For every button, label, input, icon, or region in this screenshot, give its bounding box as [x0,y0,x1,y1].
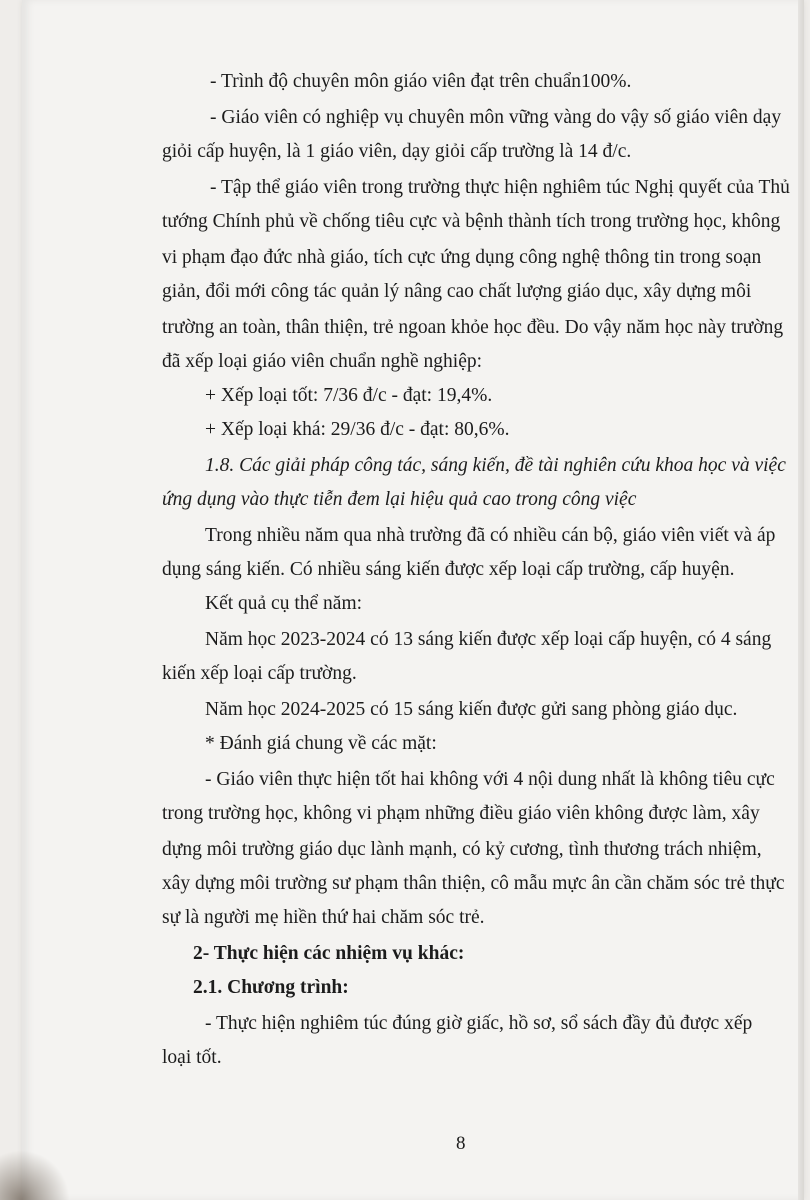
section-heading-1-8: 1.8. Các giải pháp công tác, sáng kiến, đề tài nghiên cứu khoa học và việc [205,455,786,476]
text-line: tướng Chính phủ về chống tiêu cực và bệnh thành tích trong trường học, không [162,211,781,232]
page-edge [798,0,804,1200]
text-line: Trong nhiều năm qua nhà trường đã có nhiều cán bộ, giáo viên viết và áp [205,525,776,546]
text-line: dụng sáng kiến. Có nhiều sáng kiến được xếp loại cấp trường, cấp huyện. [162,559,735,580]
text-line: dựng môi trường giáo dục lành mạnh, có kỷ cương, tình thương trách nhiệm, [162,839,762,860]
text-line: trong trường học, không vi phạm những điều giáo viên không được làm, xây [162,803,760,824]
text-line: - Tập thể giáo viên trong trường thực hiện nghiêm túc Nghị quyết của Thủ [210,177,790,198]
text-line: Năm học 2024-2025 có 15 sáng kiến được gửi sang phòng giáo dục. [205,699,738,720]
page-number: 8 [456,1133,466,1154]
section-heading-2-1: 2.1. Chương trình: [193,977,349,998]
section-heading-1-8-cont: ứng dụng vào thực tiễn đem lại hiệu quả cao trong công việc [162,489,637,510]
section-heading-2: 2- Thực hiện các nhiệm vụ khác: [193,943,465,964]
text-line: - Thực hiện nghiêm túc đúng giờ giấc, hồ sơ, sổ sách đầy đủ được xếp [205,1013,753,1034]
text-line: kiến xếp loại cấp trường. [162,663,357,684]
text-line: loại tốt. [162,1047,222,1068]
text-line: sự là người mẹ hiền thứ hai chăm sóc trẻ. [162,907,485,928]
text-line: trường an toàn, thân thiện, trẻ ngoan khỏe học đều. Do vậy năm học này trường [162,317,784,338]
text-line: xây dựng môi trường sư phạm thân thiện, cô mẫu mực ân cần chăm sóc trẻ thực [162,873,785,894]
text-line: Năm học 2023-2024 có 13 sáng kiến được xếp loại cấp huyện, có 4 sáng [205,629,772,650]
text-line: giản, đổi mới công tác quản lý nâng cao chất lượng giáo dục, xây dựng môi [162,281,752,302]
text-line: * Đánh giá chung về các mặt: [205,733,437,754]
text-line: Kết quả cụ thể năm: [205,593,363,614]
text-line: đã xếp loại giáo viên chuẩn nghề nghiệp: [162,351,483,372]
text-line: - Giáo viên có nghiệp vụ chuyên môn vững vàng do vậy số giáo viên dạy [210,107,782,128]
text-line: + Xếp loại tốt: 7/36 đ/c - đạt: 19,4%. [205,385,493,406]
text-line: vi phạm đạo đức nhà giáo, tích cực ứng dụng công nghệ thông tin trong soạn [162,247,762,268]
finger-shadow [0,1150,70,1200]
text-line: giỏi cấp huyện, là 1 giáo viên, dạy giỏi cấp trường là 14 đ/c. [162,141,632,162]
text-line: - Giáo viên thực hiện tốt hai không với 4 nội dung nhất là không tiêu cực [205,769,775,790]
text-line: + Xếp loại khá: 29/36 đ/c - đạt: 80,6%. [205,419,510,440]
text-line: - Trình độ chuyên môn giáo viên đạt trên chuẩn100%. [210,71,632,92]
